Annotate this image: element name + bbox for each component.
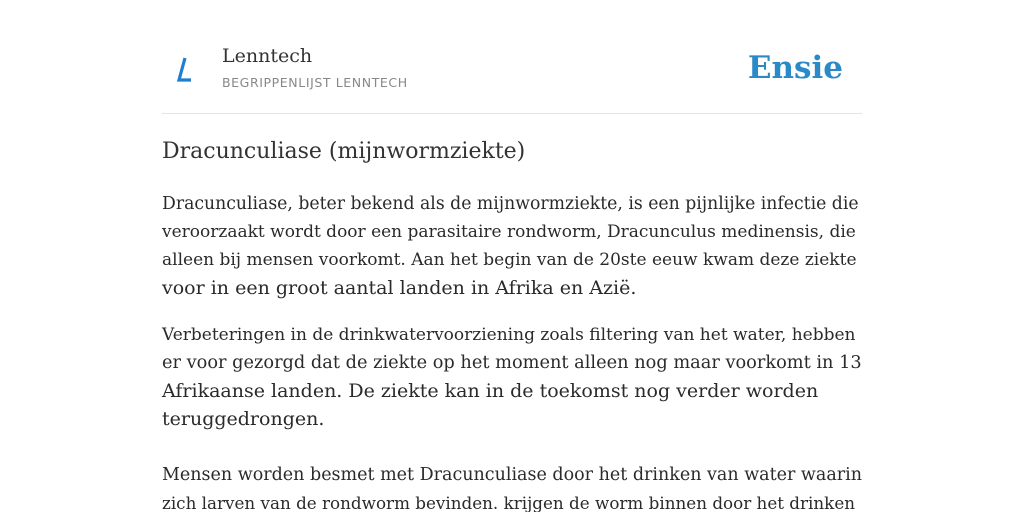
text-line: alleen bij mensen voorkomt. Aan het begin van de 20ste eeuw kwam deze ziekte: [162, 250, 857, 270]
lenntech-slash-logo-icon[interactable]: [176, 56, 196, 84]
text-line: teruggedrongen.: [162, 408, 325, 430]
ensie-logo[interactable]: Ensie: [747, 50, 843, 86]
text-line: Verbeteringen in de drinkwatervoorziening zoals filtering van het water, hebben: [162, 325, 856, 345]
article-page: [162, 0, 862, 512]
source-name[interactable]: Lenntech: [222, 45, 313, 67]
page-title: Dracunculiase (mijnwormziekte): [162, 139, 526, 164]
paragraph-2: [162, 321, 862, 433]
text-line: Afrikaanse landen. De ziekte kan in de toekomst nog verder worden: [162, 380, 819, 402]
text-line: er voor gezorgd dat de ziekte op het moment alleen nog maar voorkomt in 13: [162, 353, 862, 373]
paragraph-1: [162, 190, 862, 302]
text-line: Dracunculiase, beter bekend als de mijnwormziekte, is een pijnlijke infectie die: [162, 194, 859, 214]
text-line: zich larven van de rondworm bevinden. krijgen de worm binnen door het drinken: [162, 493, 856, 512]
text-line: veroorzaakt wordt door een parasitaire rondworm, Dracunculus medinensis, die: [162, 222, 856, 242]
source-subtitle[interactable]: BEGRIPPENLIJST LENNTECH: [222, 75, 408, 90]
text-line: voor in een groot aantal landen in Afrika en Azië.: [162, 277, 637, 299]
paragraph-3: [162, 461, 862, 512]
source-header: [162, 40, 862, 114]
text-line: Mensen worden besmet met Dracunculiase door het drinken van water waarin: [162, 465, 863, 485]
